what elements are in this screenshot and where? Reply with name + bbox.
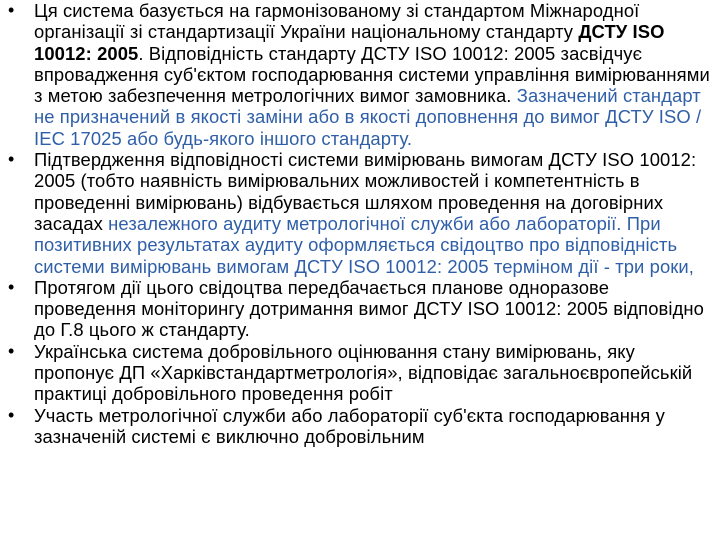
bullet-dot: • <box>8 340 15 361</box>
bullet-item-2 <box>0 149 714 277</box>
item-1-text: Ця система базується на гармонізованому зі стандартом Міжнародної організації зі стандартизації України національному стандарту <box>34 0 640 43</box>
bullet-dot: • <box>8 276 15 297</box>
bullet-item-3 <box>0 277 714 341</box>
item-1-blue-text: Зазначений стандарт не призначений в якості заміни або в якості доповнення до вимог ДСТУ ISO / IEC 17025 або будь-якого іншого стандарту. <box>34 85 702 149</box>
item-2-text: Підтвердження відповідності системи вимірювань вимогам ДСТУ ISO 10012: 2005 (тобто наявність вимірювальних можливостей і компетентність в проведенні вимірювань) відбувається шляхом проведення на договірних засадах <box>34 149 697 234</box>
bullet-dot: • <box>8 149 15 170</box>
bullet-dot: • <box>8 0 15 20</box>
bullet-item-5 <box>0 405 714 448</box>
item-2-blue-text: незалежного аудиту метрологічної служби або лабораторії. При позитивних результатах аудиту оформляється свідоцтво про відповідність системи вимірювань вимогам ДСТУ ISO 10012: 2005 терміном дії - три роки, <box>34 212 695 277</box>
bullet-item-1 <box>0 0 714 149</box>
item-1-standard-bold: ДСТУ ISO 10012: 2005 <box>34 21 665 64</box>
item-3-text: Протягом дії цього свідоцтва передбачається планове одноразове проведення моніторингу дотримання вимог ДСТУ ISO 10012: 2005 відповідно до Г.8 цього ж стандарту. <box>34 276 704 341</box>
item-1-text-cont: . Відповідність стандарту ДСТУ ISO 10012: 2005 засвідчує впровадження суб'єктом господарювання системи управління вимірюваннями з метою забезпечення метрологічних вимог замовника. <box>34 42 710 107</box>
bullet-item-4 <box>0 341 714 405</box>
bullet-dot: • <box>8 404 15 425</box>
item-4-text: Українська система добровільного оцінювання стану вимірювань, яку пропонує ДП «Харківстандартметрологія», відповідає загальноєвропейській практиці добровільного проведення робіт <box>34 340 693 405</box>
item-5-text: Участь метрологічної служби або лабораторії суб'єкта господарювання у зазначеній системі є виключно добровільним <box>34 404 665 447</box>
